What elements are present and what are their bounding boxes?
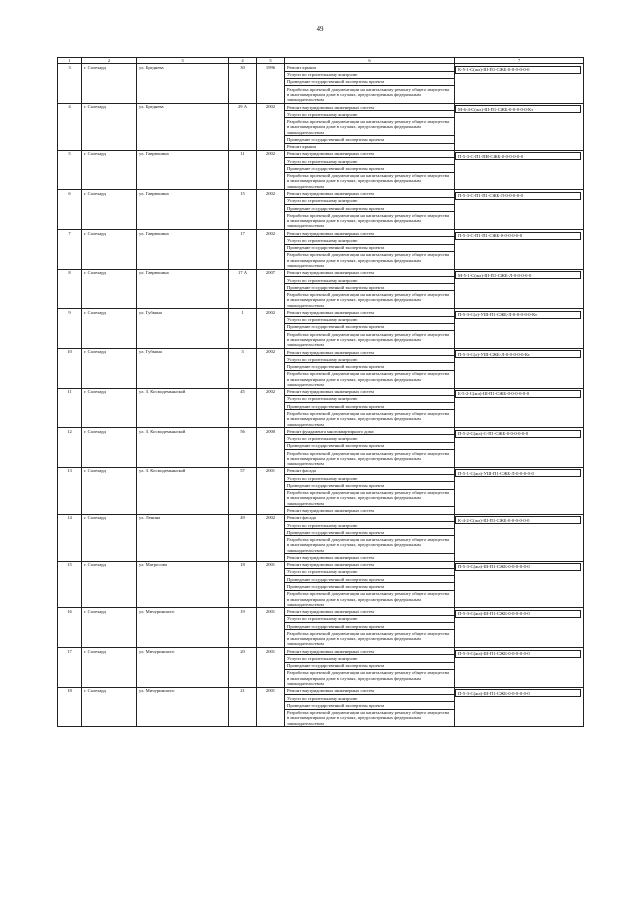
works-cell xyxy=(285,348,455,388)
table-row xyxy=(58,428,584,468)
building-code: П-5-3-С(жл)-Ш-П1-СЖБ-0-0-0-0-0-0 xyxy=(455,650,581,658)
house-number-cell: 3 xyxy=(229,348,257,388)
work-item: Проведение государственной экспертизы проекта xyxy=(285,363,454,370)
work-item: Проведение государственной экспертизы проекта xyxy=(285,482,454,489)
street-cell: ул. Гаврюшина xyxy=(137,190,229,230)
works-cell xyxy=(285,190,455,230)
street-cell: ул. Губкина xyxy=(137,309,229,349)
work-item: Проведение государственной экспертизы проекта xyxy=(285,623,454,630)
building-code: П-5-3-С(жл)-Ш-П1-СЖБ-0-0-0-0-0-0 xyxy=(455,610,581,618)
building-code: П-5-3-С(л)-УШ-П1-СЖБ-Л-0-0-0-0-0-Кт xyxy=(455,311,581,319)
house-number-cell: 15 xyxy=(229,190,257,230)
code-cell xyxy=(455,190,584,230)
code-cell xyxy=(455,514,584,561)
code-cell xyxy=(455,309,584,349)
city-cell: г. Салехард xyxy=(82,687,137,727)
street-cell: ул. Бреднева xyxy=(137,64,229,104)
row-number: 4 xyxy=(58,103,82,150)
work-item: Услуги по строительному контролю xyxy=(285,655,454,662)
works-cell xyxy=(285,103,455,150)
city-cell: г. Салехард xyxy=(82,190,137,230)
house-number-cell: 21 xyxy=(229,687,257,727)
building-code: К-4-2-С(жл)-Ш-П1-СЖБ-0-0-0-0-0-0 xyxy=(455,516,581,524)
work-item: Разработка проектной документации на капитальному ремонту общего имущества в многоквартирном доме в случаях, предусмотренных федеральным законодательством xyxy=(285,490,454,508)
year-cell: 2002 xyxy=(257,309,285,349)
work-item: Ремонт фундамента многоквартирного дома xyxy=(285,428,454,435)
row-number: 18 xyxy=(58,687,82,727)
work-item: Проведение государственной экспертизы проекта xyxy=(285,245,454,252)
row-number: 11 xyxy=(58,388,82,428)
work-item: Проведение государственной экспертизы проекта xyxy=(285,443,454,450)
year-cell: 2001 xyxy=(257,561,285,608)
work-item: Ремонт внутридомовых инженерных систем xyxy=(285,230,454,237)
house-number-cell: 17 xyxy=(229,230,257,270)
street-cell: ул. Мичуринского xyxy=(137,687,229,727)
house-number-cell: 19 xyxy=(229,608,257,648)
column-header: 7 xyxy=(455,58,584,64)
work-item: Разработка проектной документации на капитальному ремонту общего имущества в многоквартирном доме в случаях, предусмотренных федеральным законодательством xyxy=(287,292,450,308)
table-row xyxy=(58,388,584,428)
works-cell xyxy=(285,309,455,349)
row-number: 16 xyxy=(58,608,82,648)
column-header: 3 xyxy=(137,58,229,64)
column-header: 5 xyxy=(257,58,285,64)
column-header: 1 xyxy=(58,58,82,64)
row-number: 6 xyxy=(58,190,82,230)
building-code: П-5-3-С(жл)-Ш-П1-СЖБ-0-0-0-0-0-0 xyxy=(455,563,581,571)
table-row xyxy=(58,103,584,150)
row-number: 14 xyxy=(58,514,82,561)
code-cell xyxy=(455,230,584,270)
city-cell: г. Салехард xyxy=(82,648,137,688)
year-cell: 2002 xyxy=(257,230,285,270)
table-row xyxy=(58,64,584,104)
works-cell xyxy=(285,388,455,428)
work-item: Услуги по строительному контролю xyxy=(285,317,454,324)
work-item: Услуги по строительному контролю xyxy=(285,198,454,205)
street-cell: ул. Мичуринского xyxy=(137,608,229,648)
work-item: Услуги по строительному контролю xyxy=(285,111,454,118)
work-item: Разработка проектной документации на капитальному ремонту общего имущества в многоквартирном доме в случаях, предусмотренных федеральным законодательством xyxy=(287,371,450,387)
year-cell: 2007 xyxy=(257,269,285,309)
table-row xyxy=(58,190,584,230)
year-cell: 2000 xyxy=(257,428,285,468)
works-cell xyxy=(285,64,455,104)
city-cell: г. Салехард xyxy=(82,428,137,468)
column-header: 2 xyxy=(82,58,137,64)
year-cell: 2002 xyxy=(257,103,285,150)
city-cell: г. Салехард xyxy=(82,348,137,388)
building-code: М-5-1-С(жл)-Ш-П1-СЖБ-Л-0-0-0-0-0 xyxy=(455,271,581,279)
city-cell: г. Салехард xyxy=(82,388,137,428)
code-cell xyxy=(455,388,584,428)
street-cell: ул. Бреднева xyxy=(137,103,229,150)
street-cell: ул. Губкина xyxy=(137,348,229,388)
work-item: Ремонт внутридомовых инженерных систем xyxy=(287,554,374,560)
work-item: Разработка проектной документации на капитальному ремонту общего имущества в многоквартирном доме в случаях, предусмотренных федеральным законодательством xyxy=(287,173,450,189)
work-item: Ремонт внутридомовых инженерных систем xyxy=(285,688,454,695)
work-item: Проведение государственной экспертизы проекта xyxy=(285,583,454,590)
city-cell: г. Салехард xyxy=(82,269,137,309)
code-cell xyxy=(455,608,584,648)
work-item: Ремонт внутридомовых инженерных систем xyxy=(285,151,454,158)
building-code: П-5-2-С(жл)-С-П1-СЖБ-0-0-0-0-0-0 xyxy=(455,430,581,438)
house-number-cell: 30 xyxy=(229,64,257,104)
table-row xyxy=(58,467,584,514)
building-code: П-5-3-С-П1-ПН-СЖБ-0-0-0-0-0-0 xyxy=(455,152,581,160)
table-row xyxy=(58,561,584,608)
row-number: 10 xyxy=(58,348,82,388)
row-number: 3 xyxy=(58,64,82,104)
year-cell: 1996 xyxy=(257,64,285,104)
street-cell: ул. Мичуринского xyxy=(137,648,229,688)
year-cell: 2002 xyxy=(257,190,285,230)
building-code: П-5-3-С-П1-П1-СЖБ-0-0-0-0-0-0 xyxy=(455,232,581,240)
work-item: Разработка проектной документации на капитальному ремонту общего имущества в многоквартирном доме в случаях, предусмотренных федеральным законодательством xyxy=(285,118,454,136)
work-item: Ремонт внутридомовых инженерных систем xyxy=(285,562,454,569)
house-number-cell: 57 xyxy=(229,467,257,514)
row-number: 13 xyxy=(58,467,82,514)
work-item: Разработка проектной документации на капитальному ремонту общего имущества в многоквартирном доме в случаях, предусмотренных федеральным законодательством xyxy=(287,450,450,467)
building-code: П-5-3-С-П1-П1-СЖБ-Л-0-0-0-0-0 xyxy=(455,192,581,200)
work-item: Проведение государственной экспертизы проекта xyxy=(285,136,454,143)
house-number-cell: 1 xyxy=(229,309,257,349)
table-row xyxy=(58,150,584,190)
work-item: Ремонт внутридомовых инженерных систем xyxy=(285,349,454,356)
code-cell xyxy=(455,428,584,468)
table-row xyxy=(58,348,584,388)
page-number: 49 xyxy=(316,25,324,33)
house-number-cell: 56 xyxy=(229,428,257,468)
work-item: Разработка проектной документации на капитальному ремонту общего имущества в многоквартирном доме в случаях, предусмотренных федеральным законодательством xyxy=(287,212,450,229)
work-item: Проведение государственной экспертизы проекта xyxy=(285,324,454,331)
table-row xyxy=(58,309,584,349)
building-code: Б-5-2-С(жл)-Ш-П1-СЖБ-0-0-0-0-0-0 xyxy=(455,390,581,398)
work-item: Проведение государственной экспертизы проекта xyxy=(285,403,454,410)
building-code: К-5-1-С(жл)-Ш-П1-СЖБ-0-0-0-0-0-0 xyxy=(455,66,581,74)
code-cell xyxy=(455,348,584,388)
work-item: Разработка проектной документации на капитальному ремонту общего имущества в многоквартирном доме в случаях, предусмотренных федеральным законодательством xyxy=(287,591,450,607)
work-item: Ремонт крыши xyxy=(287,144,316,150)
works-cell xyxy=(285,230,455,270)
code-cell xyxy=(455,269,584,309)
code-cell xyxy=(455,561,584,608)
work-item: Ремонт внутридомовых инженерных систем xyxy=(285,104,454,111)
work-item: Услуги по строительному контролю xyxy=(285,72,454,79)
year-cell: 2002 xyxy=(257,514,285,561)
year-cell: 2002 xyxy=(257,150,285,190)
work-item: Ремонт внутридомовых инженерных систем xyxy=(285,270,454,277)
work-item: Услуги по строительному контролю xyxy=(285,396,454,403)
code-cell xyxy=(455,648,584,688)
city-cell: г. Салехард xyxy=(82,150,137,190)
street-cell: ул. З. Космодемьянской xyxy=(137,388,229,428)
table-row xyxy=(58,269,584,309)
work-item: Разработка проектной документации на капитальному ремонту общего имущества в многоквартирном доме в случаях, предусмотренных федеральным законодательством xyxy=(287,252,450,268)
work-item: Разработка проектной документации на капитальному ремонту общего имущества в многоквартирном доме в случаях, предусмотренных федеральным законодательством xyxy=(287,710,450,726)
row-number: 7 xyxy=(58,230,82,270)
year-cell: 2001 xyxy=(257,467,285,514)
works-cell xyxy=(285,467,455,514)
work-item: Ремонт внутридомовых инженерных систем xyxy=(285,648,454,655)
row-number: 9 xyxy=(58,309,82,349)
row-number: 5 xyxy=(58,150,82,190)
house-number-cell: 45 xyxy=(229,388,257,428)
work-item: Услуги по строительному контролю xyxy=(285,356,454,363)
city-cell: г. Салехард xyxy=(82,103,137,150)
city-cell: г. Салехард xyxy=(82,64,137,104)
work-item: Ремонт фасада xyxy=(285,468,454,475)
city-cell: г. Салехард xyxy=(82,561,137,608)
work-item: Ремонт крыши xyxy=(285,64,454,71)
row-number: 15 xyxy=(58,561,82,608)
work-item: Ремонт внутридомовых инженерных систем xyxy=(285,389,454,396)
table-row xyxy=(58,230,584,270)
table-row xyxy=(58,648,584,688)
year-cell: 2001 xyxy=(257,648,285,688)
work-item: Проведение государственной экспертизы проекта xyxy=(285,165,454,172)
building-code: П-5-3-С(л)-УШ-СЖБ-Л-0-0-0-0-0-Кт xyxy=(455,350,581,358)
code-cell xyxy=(455,687,584,727)
city-cell: г. Салехард xyxy=(82,309,137,349)
work-item: Проведение государственной экспертизы проекта xyxy=(285,205,454,212)
work-item: Разработка проектной документации на капитальному ремонту общего имущества в многоквартирном доме в случаях, предусмотренных федеральным законодательством xyxy=(285,536,454,554)
year-cell: 2002 xyxy=(257,388,285,428)
code-cell xyxy=(455,150,584,190)
work-item: Проведение государственной экспертизы проекта xyxy=(285,663,454,670)
work-item: Разработка проектной документации на капитальному ремонту общего имущества в многоквартирном доме в случаях, предусмотренных федеральным законодательством xyxy=(287,331,450,348)
street-cell: ул. Гаврюшина xyxy=(137,150,229,190)
work-item: Проведение государственной экспертизы проекта xyxy=(285,702,454,709)
house-number-cell: 49 xyxy=(229,514,257,561)
work-item: Ремонт внутридомовых инженерных систем xyxy=(285,608,454,615)
works-cell xyxy=(285,561,455,608)
work-item: Услуги по строительному контролю xyxy=(285,435,454,442)
works-cell xyxy=(285,608,455,648)
works-cell xyxy=(285,648,455,688)
code-cell xyxy=(455,64,584,104)
street-cell: ул. Ленина xyxy=(137,514,229,561)
street-cell: ул. Гаврюшина xyxy=(137,269,229,309)
works-cell xyxy=(285,428,455,468)
street-cell: ул. Матросова xyxy=(137,561,229,608)
row-number: 8 xyxy=(58,269,82,309)
work-item: Ремонт внутридомовых инженерных систем xyxy=(285,309,454,316)
house-number-cell: 11 xyxy=(229,150,257,190)
work-item: Услуги по строительному контролю xyxy=(285,158,454,165)
work-item: Проведение государственной экспертизы проекта xyxy=(285,79,454,86)
code-cell xyxy=(455,467,584,514)
row-number: 12 xyxy=(58,428,82,468)
work-item: Услуги по строительному контролю xyxy=(285,616,454,623)
building-code: П-5-3-С(жл)-Ш-П1-СЖБ-0-0-0-0-0-0 xyxy=(455,689,581,697)
building-code: П-5-1-С(жл)-УШ-П1-СЖБ-Л-0-0-0-0-0 xyxy=(455,469,581,477)
code-cell xyxy=(455,103,584,150)
building-code: М-6-4-С(жл)-Ш-П1-СЖБ-0-0-0-0-0-Кт xyxy=(455,105,581,113)
work-item: Услуги по строительному контролю xyxy=(285,277,454,284)
work-item: Услуги по строительному контролю xyxy=(285,475,454,482)
year-cell: 2001 xyxy=(257,608,285,648)
row-number: 17 xyxy=(58,648,82,688)
street-cell: ул. Гаврюшина xyxy=(137,230,229,270)
house-number-cell: 18 xyxy=(229,561,257,608)
table-row xyxy=(58,608,584,648)
city-cell: г. Салехард xyxy=(82,230,137,270)
work-item: Услуги по строительному контролю xyxy=(285,237,454,244)
table-row xyxy=(58,514,584,561)
street-cell: ул. З. Космодемьянской xyxy=(137,467,229,514)
work-item: Проведение государственной экспертизы проекта xyxy=(285,529,454,536)
work-item: Услуги по строительному контролю xyxy=(285,522,454,529)
year-cell: 2002 xyxy=(257,348,285,388)
work-item: Ремонт внутридомовых инженерных систем xyxy=(287,508,374,514)
work-item: Разработка проектной документации на капитальному ремонту общего имущества в многоквартирном доме в случаях, предусмотренных федеральным законодательством xyxy=(287,86,450,103)
work-item: Разработка проектной документации на капитальному ремонту общего имущества в многоквартирном доме в случаях, предусмотренных федеральным законодательством xyxy=(287,630,450,647)
works-cell xyxy=(285,687,455,727)
work-item: Проведение государственной экспертизы проекта xyxy=(285,576,454,583)
works-cell xyxy=(285,514,455,561)
year-cell: 2001 xyxy=(257,687,285,727)
street-cell: ул. З. Космодемьянской xyxy=(137,428,229,468)
work-item: Ремонт фасада xyxy=(285,515,454,522)
table-row xyxy=(58,687,584,727)
city-cell: г. Салехард xyxy=(82,608,137,648)
works-cell xyxy=(285,150,455,190)
work-item: Разработка проектной документации на капитальному ремонту общего имущества в многоквартирном доме в случаях, предусмотренных федеральным законодательством xyxy=(287,670,450,687)
column-header: 6 xyxy=(285,58,455,64)
column-header: 4 xyxy=(229,58,257,64)
works-cell xyxy=(285,269,455,309)
house-number-cell: 29 А xyxy=(229,103,257,150)
city-cell: г. Салехард xyxy=(82,514,137,561)
house-number-cell: 17 А xyxy=(229,269,257,309)
work-item: Разработка проектной документации на капитальному ремонту общего имущества в многоквартирном доме в случаях, предусмотренных федеральным законодательством xyxy=(287,410,450,427)
work-item: Ремонт внутридомовых инженерных систем xyxy=(285,190,454,197)
works-table xyxy=(57,57,584,727)
city-cell: г. Салехард xyxy=(82,467,137,514)
work-item: Услуги по строительному контролю xyxy=(285,569,454,576)
work-item: Услуги по строительному контролю xyxy=(285,695,454,702)
house-number-cell: 20 xyxy=(229,648,257,688)
work-item: Проведение государственной экспертизы проекта xyxy=(285,284,454,291)
